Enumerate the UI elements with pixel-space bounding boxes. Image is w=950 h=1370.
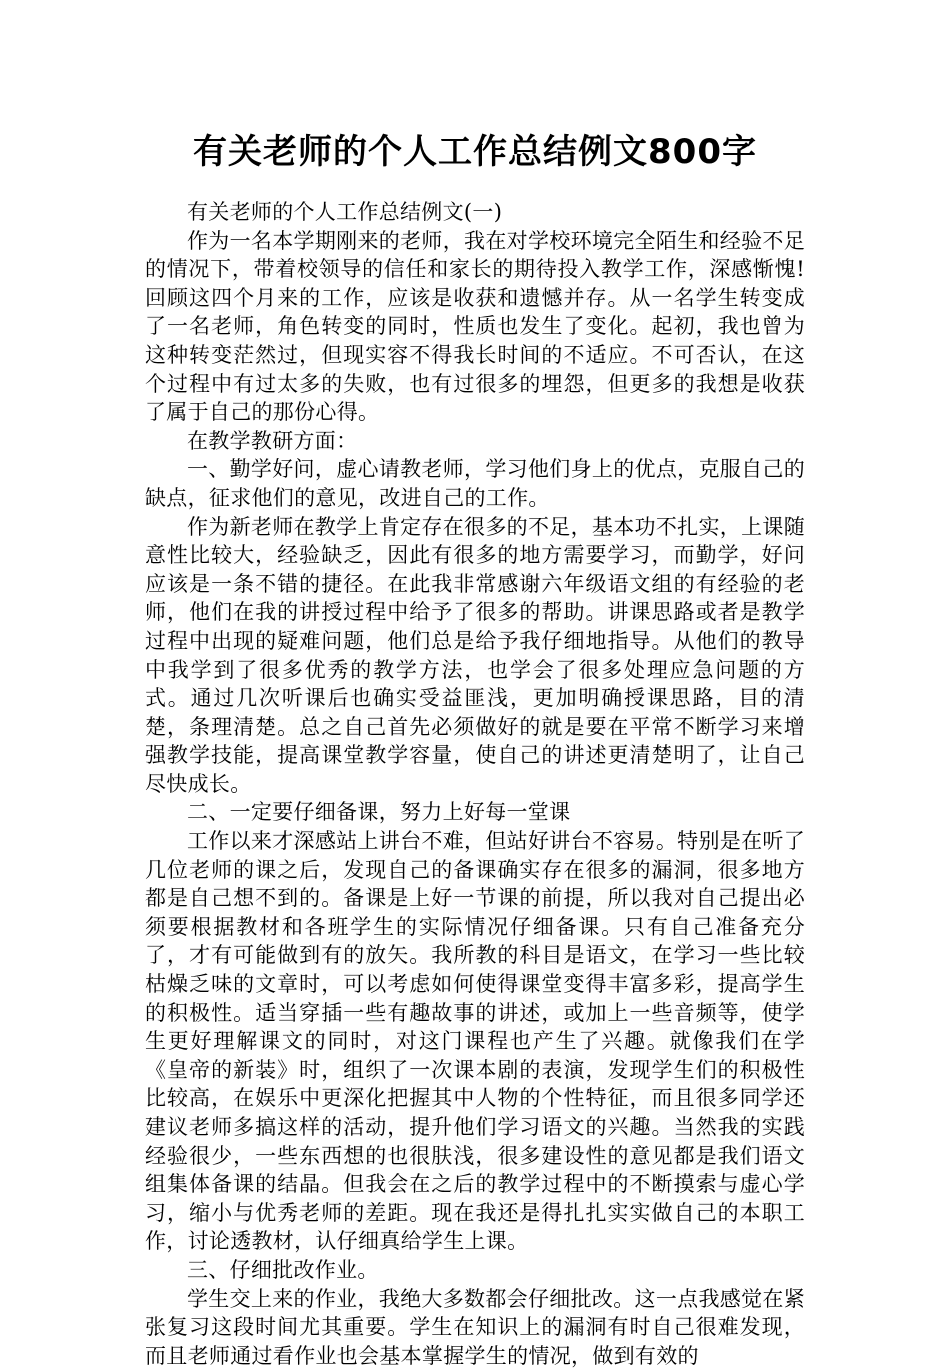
paragraph: 作为新老师在教学上肯定存在很多的不足，基本功不扎实，上课随意性比较大，经验缺乏，因此有很多的地方需要学习，而勤学，好问应该是一条不错的捷径。在此我非常感谢六年级语文组的有经验的老师，他们在我的讲授过程中给予了很多的帮助。讲课思路或者是教学过程中出现的疑难问题，他们总是给予我仔细地指导。从他们的教导中我学到了很多优秀的教学方法，也学会了很多处理应急问题的方式。通过几次听课后也确实受益匪浅，更加明确授课思路，目的清楚，条理清楚。总之自己首先必须做好的就是要在平常不断学习来增强教学技能，提高课堂教学容量，使自己的讲述更清楚明了，让自己尽快成长。 — [145, 514, 805, 796]
paragraph: 工作以来才深感站上讲台不难，但站好讲台不容易。特别是在听了几位老师的课之后，发现自己的备课确实存在很多的漏洞，很多地方都是自己想不到的。备课是上好一节课的前提，所以我对自己提出必须要根据教材和各班学生的实际情况仔细备课。只有自己准备充分了，才有可能做到有的放矢。我所教的科目是语文，在学习一些比较枯燥乏味的文章时，可以考虑如何使得课堂变得丰富多彩，提高学生的积极性。适当穿插一些有趣故事的讲述，或加上一些音频等，使学生更好理解课文的同时，对这门课程也产生了兴趣。就像我们在学《皇帝的新装》时，组织了一次课本剧的表演，发现学生们的积极性比较高，在娱乐中更深化把握其中人物的个性特征，而且很多同学还建议老师多搞这样的活动，提升他们学习语文的兴趣。当然我的实践经验很少，一些东西想的也很肤浅，很多建设性的意见都是我们语文组集体备课的结晶。但我会在之后的教学过程中的不断摸索与虚心学习，缩小与优秀老师的差距。现在我还是得扎扎实实做自己的本职工作，讨论透教材，认仔细真给学生上课。 — [145, 829, 805, 1254]
paragraph: 学生交上来的作业，我绝大多数都会仔细批改。这一点我感觉在紧张复习这段时间尤其重要。学生在知识上的漏洞有时自己很难发现，而且老师通过看作业也会基本掌握学生的情况，做到有效的 — [145, 1286, 805, 1368]
section-heading: 在教学教研方面： — [187, 428, 358, 453]
paragraph: 作为一名本学期刚来的老师，我在对学校环境完全陌生和经验不足的情况下，带着校领导的信任和家长的期待投入教学工作，深感惭愧!回顾这四个月来的工作，应该是收获和遗憾并存。从一名学生转变成了一名老师，角色转变的同时，性质也发生了变化。起初，我也曾为这种转变茫然过，但现实容不得我长时间的不适应。不可否认，在这个过程中有过太多的失败，也有过很多的埋怨，但更多的我想是收获了属于自己的那份心得。 — [145, 228, 805, 425]
document-body — [145, 198, 805, 1370]
section-heading: 三、仔细批改作业。 — [187, 1257, 379, 1282]
document-title: 有关老师的个人工作总结例文800字 — [193, 132, 757, 172]
paragraph: 一、勤学好问，虚心请教老师，学习他们身上的优点，克服自己的缺点，征求他们的意见，改进自己的工作。 — [145, 457, 805, 510]
paragraph-subtitle: 有关老师的个人工作总结例文(一) — [187, 200, 503, 224]
section-heading: 二、一定要仔细备课，努力上好每一堂课 — [187, 800, 571, 825]
